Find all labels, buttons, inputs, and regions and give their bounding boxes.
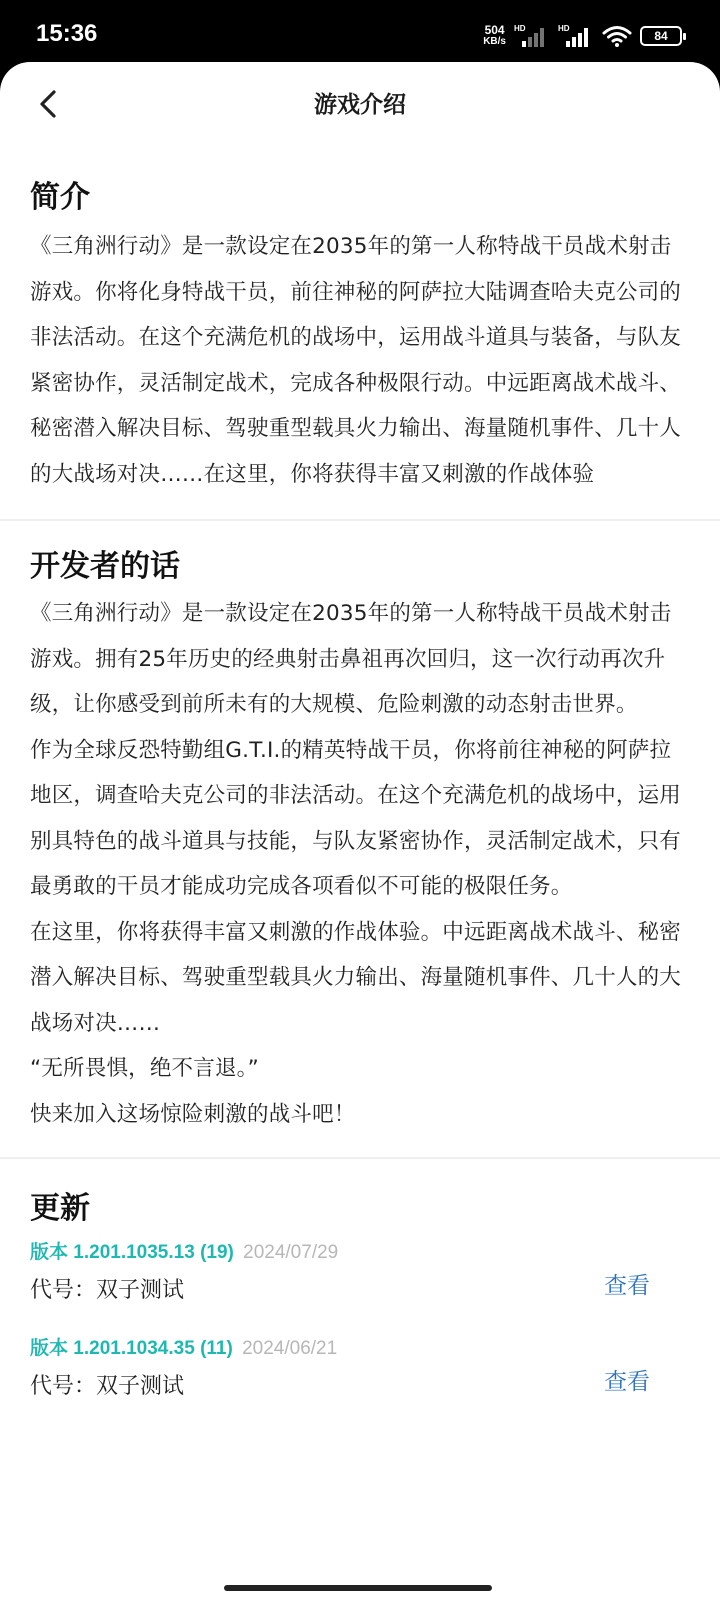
intro-section [0,142,720,519]
developer-paragraph: 《三角洲行动》是一款设定在2035年的第一人称特战干员战术射击游戏。拥有25年历史的经典射击鼻祖再次回归，这一次行动再次升级，让你感受到前所未有的大规模、危险刺激的动态射击世界。 [30,601,672,717]
battery-level: 84 [654,29,668,43]
version-label: 版本 1.201.1034.35 (11) [30,1338,233,1359]
developer-section [0,521,720,1157]
developer-paragraph: 快来加入这场惊险刺激的战斗吧！ [30,1101,356,1127]
version-date: 2024/06/21 [242,1338,338,1359]
view-version-link[interactable]: 查看 [604,1273,650,1299]
version-item [30,1335,690,1431]
home-indicator[interactable] [224,1585,492,1591]
developer-paragraph: 在这里，你将获得丰富又刺激的作战体验。中远距离战术战斗、秘密潜入解决目标、驾驶重型载具火力输出、海量随机事件、几十人的大战场对决…… [30,919,682,1036]
version-date: 2024/07/29 [243,1242,339,1263]
network-speed-value: 504 [484,23,505,37]
sim1-hd-tag: HD [514,24,526,33]
version-codename: 代号：双子测试 [30,1278,185,1303]
status-bar [0,0,720,66]
game-intro-page [0,62,720,1601]
updates-section [0,1159,720,1431]
developer-quote: “无所畏惧，绝不言退。” [30,1056,259,1081]
updates-title: 更新 [30,1191,90,1226]
version-label: 版本 1.201.1035.13 (19) [30,1242,234,1263]
sim2-hd-tag: HD [558,24,570,33]
version-item [30,1239,690,1335]
top-bar [0,62,720,142]
status-icons [483,22,682,50]
status-time: 15:36 [36,20,98,47]
network-speed [483,25,506,47]
intro-title: 简介 [30,180,90,215]
network-speed-unit: KB/s [483,36,506,47]
view-version-link[interactable]: 查看 [604,1369,650,1395]
version-codename: 代号：双子测试 [30,1374,185,1399]
signal-icon-sim2 [558,24,594,48]
developer-title: 开发者的话 [30,549,180,584]
signal-icon-sim1 [514,24,550,48]
intro-text: 《三角洲行动》是一款设定在2035年的第一人称特战干员战术射击游戏。你将化身特战干员，前往神秘的阿萨拉大陆调查哈夫克公司的非法活动。在这个充满危机的战场中，运用战斗道具与装备，与队友紧密协作，灵活制定战术，完成各种极限行动。中远距离战术战斗、秘密潜入解决目标、驾驶重型载具火力输出、海量随机事件、几十人的大战场对决……在这里，你将获得丰富又刺激的作战体验 [30,234,682,487]
wifi-icon [602,24,632,48]
page-title: 游戏介绍 [314,92,406,118]
developer-paragraph: 作为全球反恐特勤组G.T.I.的精英特战干员，你将前往神秘的阿萨拉地区，调查哈夫克公司的非法活动。在这个充满危机的战场中，运用别具特色的战斗道具与技能，与队友紧密协作，灵活制定战术，只有最勇敢的干员才能成功完成各项看似不可能的极限任务。 [30,737,682,899]
battery-icon [640,26,682,46]
